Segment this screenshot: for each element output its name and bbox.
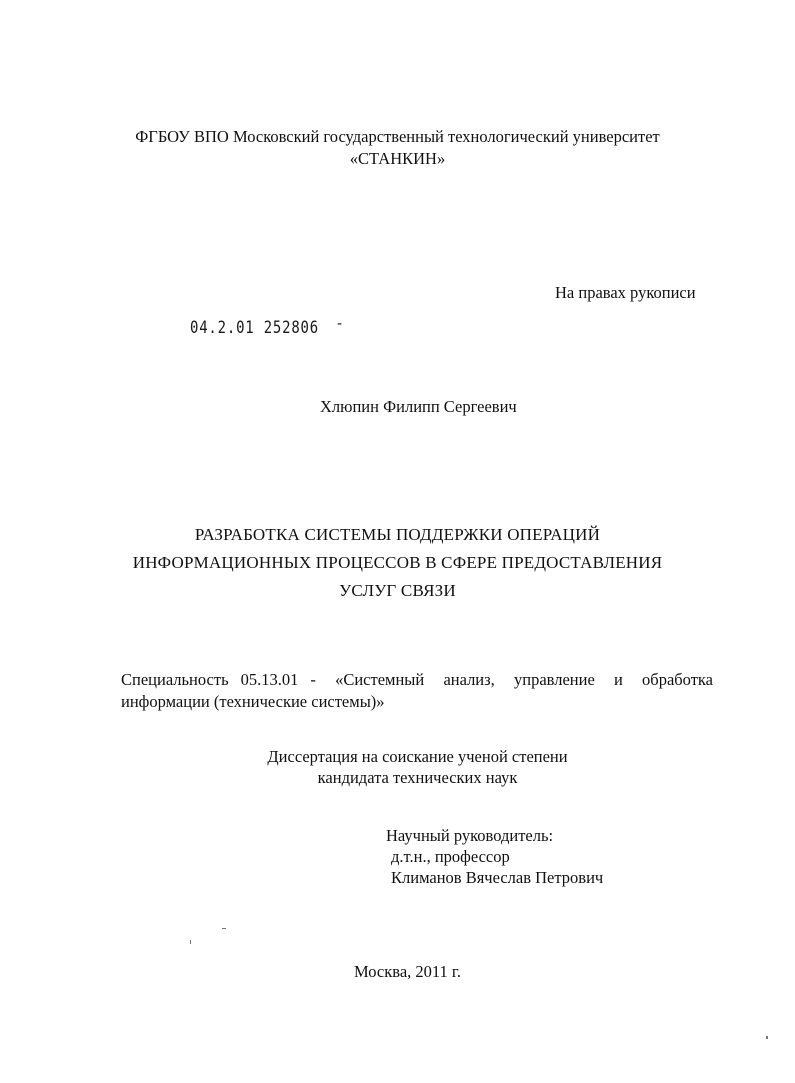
- supervisor-label: Научный руководитель:: [386, 826, 554, 845]
- organization-line-1: ФГБОУ ВПО Московский государственный технологический университет: [135, 127, 660, 146]
- registration-stamp: 04.2.01 252806: [190, 318, 319, 338]
- specialty-text: - «Системный анализ, управление и обработка информации (технические системы)»: [121, 670, 713, 711]
- city-year: Москва, 2011 г.: [354, 962, 461, 981]
- rights-note: На правах рукописи: [555, 283, 696, 302]
- scan-speck: [190, 940, 191, 944]
- thesis-title-line-1: РАЗРАБОТКА СИСТЕМЫ ПОДДЕРЖКИ ОПЕРАЦИЙ: [194, 525, 601, 544]
- supervisor-rank: д.т.н., профессор: [391, 847, 510, 866]
- author-name: Хлюпин Филипп Сергеевич: [320, 397, 517, 416]
- thesis-title-line-3: УСЛУГ СВЯЗИ: [339, 581, 456, 600]
- scan-speck: [766, 1036, 768, 1039]
- specialty-paragraph: [121, 669, 713, 713]
- dissertation-line-2: кандидата технических наук: [317, 768, 518, 787]
- specialty-label: Специальность: [121, 670, 229, 689]
- organization-line-2: «СТАНКИН»: [349, 149, 446, 168]
- specialty-code: 05.13.01: [240, 670, 299, 689]
- supervisor-name: Климанов Вячеслав Петрович: [391, 868, 604, 887]
- stamp-mark: -: [337, 316, 343, 332]
- thesis-title-line-2: ИНФОРМАЦИОННЫХ ПРОЦЕССОВ В СФЕРЕ ПРЕДОСТАВЛЕНИЯ: [132, 553, 663, 572]
- dissertation-line-1: Диссертация на соискание ученой степени: [267, 747, 568, 766]
- scan-speck: [222, 928, 226, 929]
